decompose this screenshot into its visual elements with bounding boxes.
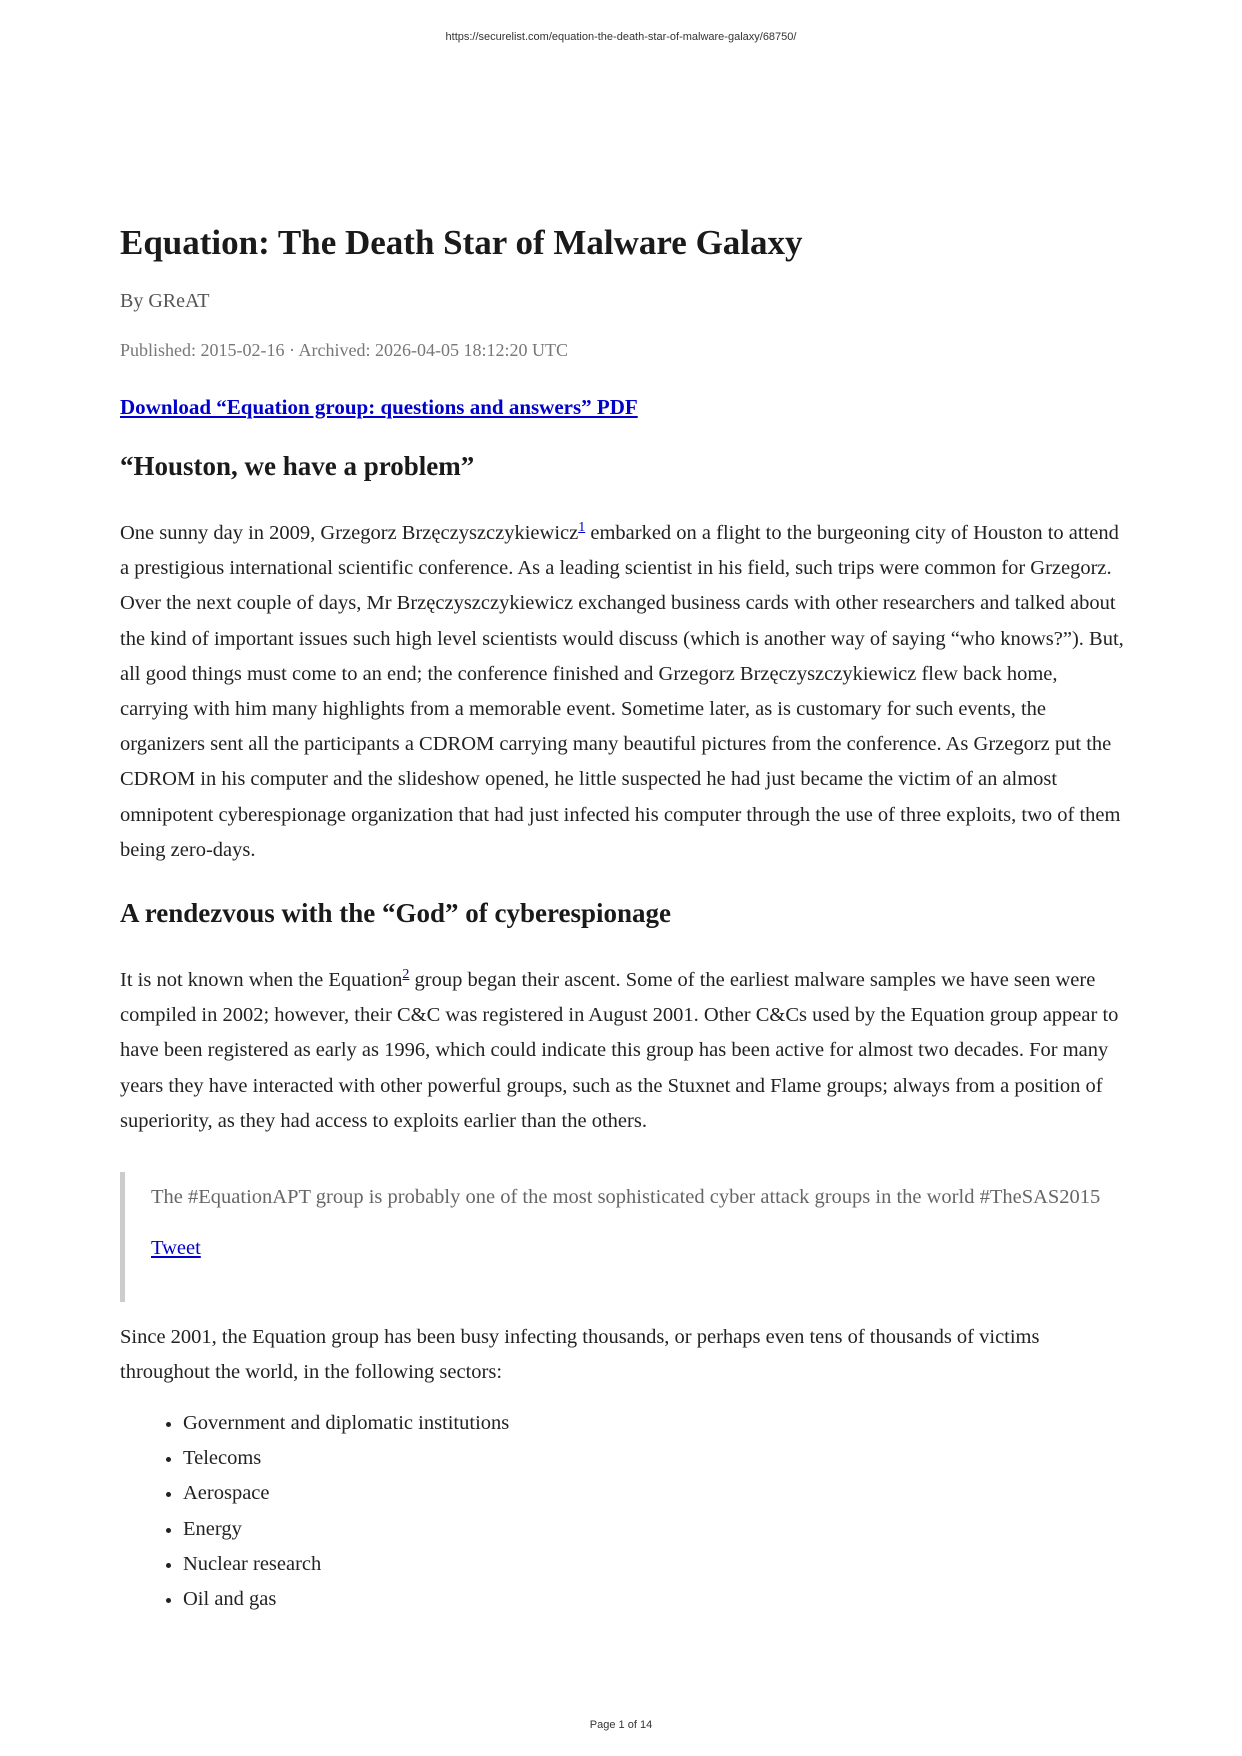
sectors-list: [120, 1406, 509, 1617]
page-url-header: https://securelist.com/equation-the-death-star-of-malware-galaxy/68750/: [445, 31, 797, 43]
section-paragraph-houston: One sunny day in 2009, Grzegorz Brzęczyszczykiewicz$^1$ embarked on a flight to the burgeoning city of Houston to attend a prestigious international scientific conference. As a leading scientist in his field, such trips were common for Grzegorz. Over the next couple of days, Mr Brzęczyszczykiewicz exchanged business cards with other researchers and talked about the kind of important issues such high level scientists would discuss (which is another way of saying “who knows?”). But, all good things must come to an end; the conference finished and Grzegorz Brzęczyszczykiewicz flew back home, carrying with him many highlights from a memorable event. Sometime later, as is customary for such events, the organizers sent all the participants a CDROM carrying many beautiful pictures from the conference. As Grzegorz put the CDROM in his computer and the slideshow opened, he little suspected he had just became the victim of an almost omnipotent cyberespionage organization that had just infected his computer through the use of three exploits, two of them being zero-days.: [120, 520, 1124, 861]
quote-text: The #EquationAPT group is probably one of the most sophisticated cyber attack groups in the world #TheSAS2015: [151, 1186, 1101, 1208]
list-item: • Oil and gas: [183, 1582, 509, 1617]
page-number-footer: Page 1 of 14: [589, 1719, 653, 1731]
section-heading-rendezvous: A rendezvous with the “God” of cyberespionage: [120, 898, 672, 928]
list-item: • Energy: [183, 1512, 509, 1547]
sectors-intro: Since 2001, the Equation group has been busy infecting thousands, or perhaps even tens of thousands of victims throughout the world, in the following sectors:: [120, 1326, 1040, 1384]
list-item: • Government and diplomatic institutions: [183, 1406, 509, 1441]
tweet-link[interactable]: Tweet: [151, 1237, 201, 1259]
footnote-link-2[interactable]: 2: [402, 967, 410, 983]
download-pdf-link[interactable]: Download “Equation group: questions and answers” PDF: [120, 395, 638, 419]
article-title: Equation: The Death Star of Malware Galaxy: [120, 223, 803, 262]
article-meta: Published: 2015-02-16 · Archived: 2026-04-05 18:12:20 UTC: [120, 340, 568, 360]
list-item: • Nuclear research: [183, 1547, 509, 1582]
article-byline: By GReAT: [120, 290, 210, 312]
section-paragraph-rendezvous: It is not known when the Equation$^2$ group began their ascent. Some of the earliest malware samples we have seen were compiled in 2002; however, their C&C was registered in August 2001. Other C&Cs used by the Equation group appear to have been registered as early as 1996, which could indicate this group has been active for almost two decades. For many years they have interacted with other powerful groups, such as the Stuxnet and Flame groups; always from a position of superiority, as they had access to exploits earlier than the others.: [120, 967, 1119, 1132]
footnote-link-1[interactable]: 1: [578, 520, 586, 536]
list-item: • Aerospace: [183, 1476, 509, 1511]
blockquote-tweet: [120, 1172, 1130, 1302]
section-heading-houston: “Houston, we have a problem”: [120, 451, 475, 481]
list-item: • Telecoms: [183, 1441, 509, 1476]
